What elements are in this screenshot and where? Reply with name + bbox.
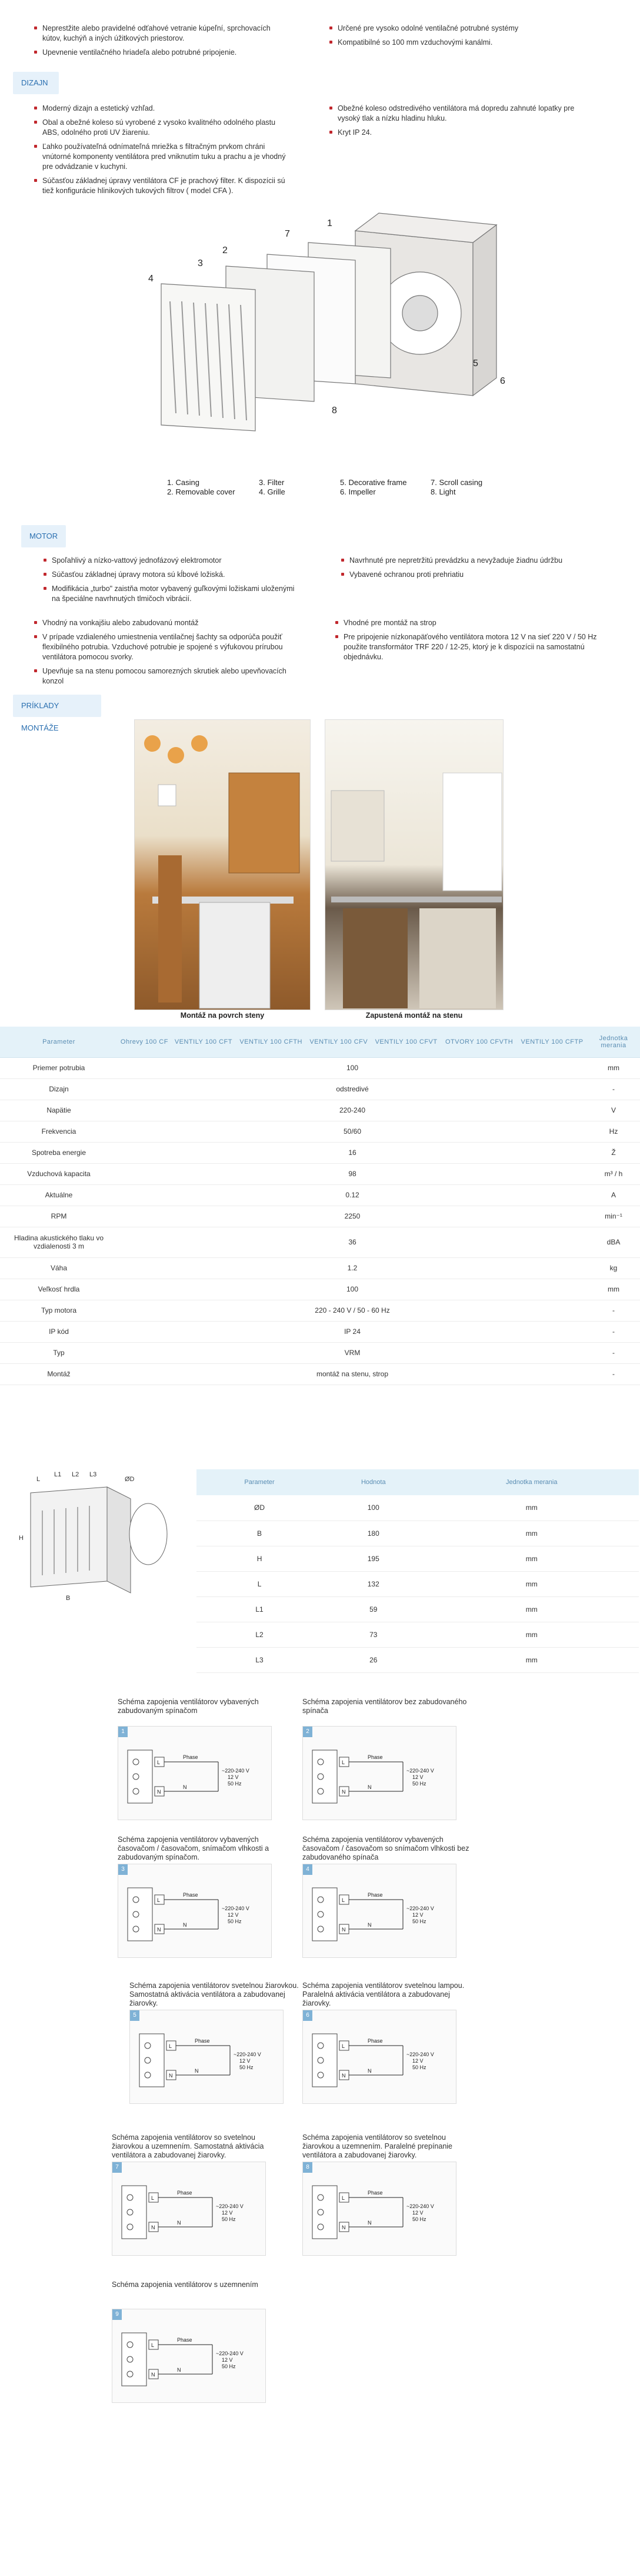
terminal-label: L: [342, 1897, 345, 1903]
supply-label: 50 Hz: [222, 2216, 236, 2222]
part-number: 4: [148, 274, 154, 284]
table-row: [0, 1279, 640, 1300]
wiring-schematic: [302, 1698, 473, 1820]
circuit-diagram: [130, 2010, 284, 2104]
schematic-title: Schéma zapojenia ventilátorov vybavených zabudovaným spínačom: [118, 1698, 259, 1715]
legend-col-3: [340, 478, 406, 497]
dim-param: L: [196, 1571, 322, 1596]
supply-label: 12 V: [412, 1774, 424, 1780]
list-item: Kryt IP 24.: [328, 128, 587, 138]
dim-value: 132: [322, 1571, 424, 1596]
schematic-number: 5: [130, 2010, 139, 2021]
wiring-schematic: [302, 1835, 473, 1958]
dim-header: Parameter: [196, 1469, 322, 1495]
spec-header: Jednotka merania: [587, 1027, 640, 1057]
list-item: Upevnenie ventilačného hriadeľa alebo potrubné pripojenie.: [33, 48, 280, 58]
table-row: [0, 1100, 640, 1121]
fan-on-wall: [158, 785, 176, 806]
schematic-number: 3: [118, 1864, 128, 1875]
spec-value: montáž na stenu, strop: [118, 1363, 587, 1385]
spec-value: 0.12: [118, 1184, 587, 1206]
legend-col-2: [259, 478, 285, 497]
wire-label: N: [368, 2068, 372, 2074]
list-item: Obal a obežné koleso sú vyrobené z vysoko kvalitného odolného plastu ABS, odolného proti UV žiareniu.: [33, 118, 292, 138]
spec-value: 98: [118, 1163, 587, 1184]
wire-label: N: [177, 2220, 181, 2226]
spec-unit: -: [587, 1078, 640, 1100]
table-row: [0, 1227, 640, 1257]
legend-col-4: [431, 478, 482, 497]
dim-param: ØD: [196, 1495, 322, 1521]
schematic-number: 7: [112, 2162, 122, 2173]
spec-unit: -: [587, 1300, 640, 1321]
table-row: [0, 1363, 640, 1385]
supply-label: 50 Hz: [222, 2363, 236, 2369]
table-row: [196, 1521, 639, 1546]
terminal-label: L: [342, 1760, 345, 1765]
legend-item: 1. Casing: [167, 478, 199, 487]
dim-value: 195: [322, 1546, 424, 1571]
spec-header: Ohrevy 100 CF: [118, 1027, 171, 1057]
spec-unit: mm: [587, 1057, 640, 1078]
schematic-diagram: [112, 2162, 266, 2256]
circuit-diagram: [118, 1864, 272, 1958]
dim-value: 180: [322, 1521, 424, 1546]
supply-label: 12 V: [222, 2210, 233, 2216]
spec-value: 100: [118, 1279, 587, 1300]
legend-item: 5. Decorative frame: [340, 478, 407, 487]
schematic-number: 8: [303, 2162, 312, 2173]
wire-label: Phase: [183, 1892, 198, 1898]
supply-label: ~220-240 V: [406, 1768, 434, 1774]
dim-value: 73: [322, 1622, 424, 1647]
terminal-label: L: [157, 1897, 161, 1903]
list-item: Modifikácia „turbo" zaistňa motor vybavený guľkovými ložiskami uloženými na špeciálne navrhnutých tlmičoch vibrácií.: [42, 584, 301, 604]
spec-unit: kg: [587, 1257, 640, 1279]
dim-label: B: [66, 1595, 71, 1602]
wire-label: N: [183, 1784, 187, 1790]
circuit-diagram: [303, 2010, 457, 2104]
schematic-diagram: [302, 2162, 456, 2256]
schematic-title: Schéma zapojenia ventilátorov vybavených časovačom / časovačom so snímačom vlhkosti bez zabudovaného spínača: [302, 1835, 469, 1861]
spec-param: Váha: [0, 1257, 118, 1279]
spec-unit: Ž: [587, 1142, 640, 1163]
supply-label: ~220-240 V: [406, 1906, 434, 1911]
list-item: Vhodné pre montáž na strop: [334, 618, 616, 628]
terminal-label: N: [157, 1789, 161, 1795]
table-row: [0, 1163, 640, 1184]
circuit-diagram: [303, 1727, 457, 1821]
spec-header: VENTILY 100 CFTP: [517, 1027, 587, 1057]
dim-value: 26: [322, 1647, 424, 1672]
motor-right-list: [340, 556, 587, 584]
spec-header: OTVORY 100 CFVTH: [441, 1027, 517, 1057]
spec-param: RPM: [0, 1206, 118, 1227]
schematic-title: Schéma zapojenia ventilátorov so svetelnou žiarovkou a uzemnením. Samostatná aktivácia ventilátora a zabudovanej žiarovky.: [112, 2133, 264, 2159]
spec-body: [0, 1057, 640, 1385]
dim-param: H: [196, 1546, 322, 1571]
schematic-diagram: [302, 2010, 456, 2104]
schematic-title: Schéma zapojenia ventilátorov so svetelnou žiarovkou a uzemnením. Paralelné prepínanie ventilátora a zabudovanej žiarovky.: [302, 2133, 453, 2159]
spec-unit: m³ / h: [587, 1163, 640, 1184]
terminal-label: L: [157, 1760, 161, 1765]
legend-item: 4. Grille: [259, 487, 285, 496]
dim-label: L: [36, 1476, 41, 1483]
dim-unit: mm: [424, 1521, 639, 1546]
fan-exploded-illustration: [144, 207, 512, 519]
spec-value: 1.2: [118, 1257, 587, 1279]
legend-item: 2. Removable cover: [167, 487, 235, 496]
legend-item: 7. Scroll casing: [431, 478, 483, 487]
design-right-list: [328, 104, 587, 142]
dim-param: L3: [196, 1647, 322, 1672]
fan-dimension-illustration: [13, 1469, 184, 1605]
tab-examples[interactable]: PRÍKLADY MONTÁŽE: [13, 695, 101, 717]
list-item: V prípade vzdialeného umiestnenia ventilačnej šachty sa odporúča použiť flexibilného potrubia. Vzduchové potrubie je spojené s výfukovou prírubou ventilátora pomocou svorky.: [33, 632, 298, 662]
spec-param: Dizajn: [0, 1078, 118, 1100]
list-item: Súčasťou základnej úpravy motora sú kĺbové ložiská.: [42, 570, 301, 580]
table-row: [0, 1257, 640, 1279]
part-number: 5: [473, 358, 478, 369]
table-row: [0, 1078, 640, 1100]
caption-flush: Zapustená montáž na stenu: [365, 1011, 463, 1020]
kitchen-photo-surface: [134, 719, 311, 1010]
schematic-number: 4: [303, 1864, 312, 1875]
mount-left-list: [33, 618, 298, 691]
list-item: Vhodný na vonkajšiu alebo zabudovanú montáž: [33, 618, 298, 628]
dim-param: L1: [196, 1596, 322, 1622]
table-row: [0, 1057, 640, 1078]
wiring-schematic: [118, 1835, 288, 1958]
schematic-title: Schéma zapojenia ventilátorov svetelnou žiarovkou. Samostatná aktivácia ventilátora a zabudovanej žiarovky.: [129, 1981, 299, 2007]
table-row: [196, 1495, 639, 1521]
schematic-diagram: [118, 1726, 272, 1820]
dim-unit: mm: [424, 1495, 639, 1521]
supply-label: 12 V: [412, 1912, 424, 1918]
list-item: Určené pre vysoko odolné ventilačné potrubné systémy: [328, 24, 575, 34]
wiring-schematic: [112, 2133, 282, 2256]
spec-header: VENTILY 100 CFT: [171, 1027, 236, 1057]
circuit-diagram: [303, 2162, 457, 2256]
terminal-label: N: [151, 2372, 155, 2378]
intro-right-list: [328, 24, 575, 52]
wiring-schematic: [112, 2280, 282, 2403]
spec-table: [0, 1027, 640, 1385]
supply-label: 12 V: [239, 2058, 251, 2064]
list-item: Kompatibilné so 100 mm vzduchovými kanálmi.: [328, 38, 575, 48]
circuit-diagram: [112, 2309, 266, 2404]
spec-value: 36: [118, 1227, 587, 1257]
dim-unit: mm: [424, 1647, 639, 1672]
spec-value: IP 24: [118, 1321, 587, 1342]
legend-item: 8. Light: [431, 487, 456, 496]
wire-label: Phase: [368, 1754, 383, 1760]
supply-label: 50 Hz: [412, 1781, 426, 1787]
circuit-diagram: [112, 2162, 266, 2256]
intro-left-list: [33, 24, 280, 62]
table-row: [0, 1300, 640, 1321]
dim-body: [196, 1495, 639, 1672]
supply-label: 50 Hz: [412, 2216, 426, 2222]
supply-label: ~220-240 V: [222, 1906, 249, 1911]
wire-label: Phase: [368, 2190, 383, 2196]
schematic-diagram: [118, 1864, 272, 1958]
terminal-label: L: [169, 2043, 172, 2049]
spec-header: Parameter: [0, 1027, 118, 1057]
dim-unit: mm: [424, 1571, 639, 1596]
legend-item: 3. Filter: [259, 478, 285, 487]
wiring-schematic: [302, 2133, 473, 2256]
spec-param: IP kód: [0, 1321, 118, 1342]
dim-header-row: [196, 1469, 639, 1495]
schematic-number: 6: [303, 2010, 312, 2021]
supply-label: 12 V: [228, 1912, 239, 1918]
dim-table-wrapper: [196, 1469, 639, 1673]
wiring-schematic: [118, 1698, 288, 1820]
spec-unit: V: [587, 1100, 640, 1121]
dim-header: Hodnota: [322, 1469, 424, 1495]
list-item: Navrhnuté pre nepretržitú prevádzku a nevyžaduje žiadnu údržbu: [340, 556, 587, 566]
exploded-diagram: [144, 207, 512, 519]
spec-param: Aktuálne: [0, 1184, 118, 1206]
table-row: [0, 1121, 640, 1142]
supply-label: 12 V: [412, 2058, 424, 2064]
spec-value: odstredivé: [118, 1078, 587, 1100]
spec-value: 16: [118, 1142, 587, 1163]
dim-param: L2: [196, 1622, 322, 1647]
table-row: [196, 1596, 639, 1622]
supply-label: 50 Hz: [228, 1781, 242, 1787]
wire-label: Phase: [368, 2038, 383, 2044]
kitchen-photo-flush: [325, 719, 504, 1010]
spec-param: Spotreba energie: [0, 1142, 118, 1163]
wire-label: Phase: [183, 1754, 198, 1760]
schematic-number: 9: [112, 2309, 122, 2320]
spec-unit: min⁻¹: [587, 1206, 640, 1227]
spec-param: Montáž: [0, 1363, 118, 1385]
supply-label: 50 Hz: [239, 2064, 254, 2070]
legend-item: 6. Impeller: [340, 487, 376, 496]
supply-label: ~220-240 V: [234, 2051, 261, 2057]
supply-label: 12 V: [222, 2357, 233, 2363]
table-row: [0, 1321, 640, 1342]
terminal-label: N: [169, 2073, 173, 2079]
spec-param: Frekvencia: [0, 1121, 118, 1142]
spec-header: VENTILY 100 CFVT: [371, 1027, 441, 1057]
terminal-label: N: [342, 1789, 346, 1795]
list-item: Spoľahlivý a nízko-vattový jednofázový elektromotor: [42, 556, 301, 566]
design-left-list: [33, 104, 292, 200]
list-item: Vybavené ochranou proti prehriatiu: [340, 570, 587, 580]
wiring-schematic: [129, 1981, 300, 2104]
spec-param: Veľkosť hrdla: [0, 1279, 118, 1300]
wire-label: Phase: [177, 2337, 192, 2343]
list-item: Neprestžite alebo pravidelné odťahové vetranie kúpeľní, sprchovacích kútov, kuchýň a iných úžitkových priestorov.: [33, 24, 280, 44]
wiring-schematic: [302, 1981, 473, 2104]
list-item: Upevňuje sa na stenu pomocou samorezných skrutiek alebo upevňovacích konzol: [33, 666, 298, 686]
table-row: [196, 1622, 639, 1647]
spec-value: 100: [118, 1057, 587, 1078]
table-row: [0, 1206, 640, 1227]
spec-unit: mm: [587, 1279, 640, 1300]
wire-label: N: [195, 2068, 199, 2074]
tab-motor[interactable]: MOTOR: [21, 525, 66, 547]
list-item: Obežné koleso odstredivého ventilátora má dopredu zahnuté lopatky pre vysoký tlak a nízku hladinu hluku.: [328, 104, 587, 124]
spec-header-row: [0, 1027, 640, 1057]
circuit-diagram: [303, 1864, 457, 1958]
supply-label: ~220-240 V: [216, 2351, 244, 2356]
supply-label: 12 V: [228, 1774, 239, 1780]
part-number: 7: [285, 229, 290, 239]
table-row: [0, 1142, 640, 1163]
part-number: 1: [327, 218, 332, 228]
supply-label: 50 Hz: [412, 2064, 426, 2070]
wire-label: N: [183, 1922, 187, 1928]
wire-label: Phase: [195, 2038, 210, 2044]
schematic-diagram: [129, 2010, 284, 2104]
wire-label: N: [368, 1922, 372, 1928]
dim-label: H: [19, 1535, 24, 1542]
terminal-label: N: [342, 2073, 346, 2079]
part-number: 3: [198, 258, 203, 268]
dim-label: L2: [72, 1471, 79, 1478]
terminal-label: N: [342, 1927, 346, 1933]
circuit-diagram: [118, 1727, 272, 1821]
dim-param: B: [196, 1521, 322, 1546]
dimension-drawing: [13, 1469, 184, 1605]
spec-param: Priemer potrubia: [0, 1057, 118, 1078]
wire-label: N: [368, 1784, 372, 1790]
part-number: 6: [500, 376, 505, 386]
terminal-label: N: [157, 1927, 161, 1933]
wire-label: Phase: [177, 2190, 192, 2196]
spec-value: VRM: [118, 1342, 587, 1363]
wire-label: Phase: [368, 1892, 383, 1898]
list-item: Ľahko používateľná odnímateľná mriežka s filtračným prvkom chráni vnútorné komponenty ventilátora pred vniknutím tuku a prachu a je vhodný pre odvádzanie v kuchyni.: [33, 142, 292, 172]
list-item: Pre pripojenie nízkonapäťového ventilátora motora 12 V na sieť 220 V / 50 Hz použite transformátor TRF 220 / 12-25, ktorý je k dispozícii na samostatnú objednávku.: [334, 632, 616, 662]
supply-label: ~220-240 V: [406, 2203, 434, 2209]
spec-unit: dBA: [587, 1227, 640, 1257]
supply-label: 50 Hz: [228, 1918, 242, 1924]
schematic-title: Schéma zapojenia ventilátorov bez zabudovaného spínača: [302, 1698, 467, 1715]
wire-label: N: [368, 2220, 372, 2226]
dim-label: L1: [54, 1471, 62, 1478]
schematic-title: Schéma zapojenia ventilátorov vybavených časovačom / časovačom, snímačom vlhkosti a zabudovaným spínačom.: [118, 1835, 269, 1861]
list-item: Moderný dizajn a estetický vzhľad.: [33, 104, 292, 114]
supply-label: 12 V: [412, 2210, 424, 2216]
mount-right-list: [334, 618, 616, 666]
spec-unit: A: [587, 1184, 640, 1206]
terminal-label: N: [342, 2225, 346, 2230]
spec-unit: -: [587, 1321, 640, 1342]
terminal-label: L: [151, 2195, 155, 2201]
spec-value: 2250: [118, 1206, 587, 1227]
spec-header: VENTILY 100 CFV: [306, 1027, 371, 1057]
supply-label: ~220-240 V: [216, 2203, 244, 2209]
schematic-diagram: [302, 1864, 456, 1958]
terminal-label: L: [151, 2342, 155, 2348]
legend-col-1: [167, 478, 235, 497]
spec-param: Typ: [0, 1342, 118, 1363]
dimension-table: [196, 1469, 639, 1673]
spec-unit: -: [587, 1363, 640, 1385]
terminal-label: L: [342, 2043, 345, 2049]
schematic-number: 2: [303, 1727, 312, 1737]
spec-param: Vzduchová kapacita: [0, 1163, 118, 1184]
motor-left-list: [42, 556, 301, 608]
table-row: [0, 1342, 640, 1363]
spec-table-wrapper: [0, 1027, 640, 1385]
spec-header: VENTILY 100 CFTH: [236, 1027, 306, 1057]
schematic-diagram: [302, 1726, 456, 1820]
part-number: 2: [222, 245, 228, 255]
supply-label: 50 Hz: [412, 1918, 426, 1924]
kitchen-illustration: [135, 720, 311, 1010]
spec-unit: -: [587, 1342, 640, 1363]
dim-header: Jednotka merania: [424, 1469, 639, 1495]
table-row: [196, 1647, 639, 1672]
dim-value: 59: [322, 1596, 424, 1622]
dim-unit: mm: [424, 1546, 639, 1571]
schematic-diagram: [112, 2309, 266, 2403]
spec-value: 50/60: [118, 1121, 587, 1142]
list-item: Súčasťou základnej úpravy ventilátora CF je prachový filter. K dispozícii sú tiež konfigurácie hlinikových tukových filtrov ( model CFA ).: [33, 176, 292, 196]
schematic-title: Schéma zapojenia ventilátorov s uzemnením: [112, 2280, 258, 2289]
terminal-label: N: [151, 2225, 155, 2230]
kitchen-illustration-2: [325, 720, 504, 1010]
supply-label: ~220-240 V: [222, 1768, 249, 1774]
dim-label: L3: [89, 1471, 97, 1478]
terminal-label: L: [342, 2195, 345, 2201]
spec-value: 220-240: [118, 1100, 587, 1121]
table-row: [0, 1184, 640, 1206]
wire-label: N: [177, 2367, 181, 2373]
table-row: [196, 1546, 639, 1571]
dim-label: ØD: [125, 1476, 135, 1483]
table-row: [196, 1571, 639, 1596]
dim-unit: mm: [424, 1622, 639, 1647]
spec-param: Hladina akustického tlaku vo vzdialenosti 3 m: [0, 1227, 118, 1257]
schematic-title: Schéma zapojenia ventilátorov svetelnou lampou. Paralelná aktivácia ventilátora a zabudovanej žiarovky.: [302, 1981, 465, 2007]
tab-design[interactable]: DIZAJN: [13, 72, 59, 94]
dim-unit: mm: [424, 1596, 639, 1622]
spec-param: Typ motora: [0, 1300, 118, 1321]
spec-value: 220 - 240 V / 50 - 60 Hz: [118, 1300, 587, 1321]
spec-unit: Hz: [587, 1121, 640, 1142]
schematic-number: 1: [118, 1727, 128, 1737]
supply-label: ~220-240 V: [406, 2051, 434, 2057]
spec-param: Napätie: [0, 1100, 118, 1121]
caption-surface: Montáž na povrch steny: [180, 1011, 265, 1020]
dim-value: 100: [322, 1495, 424, 1521]
part-number: 8: [332, 406, 337, 416]
